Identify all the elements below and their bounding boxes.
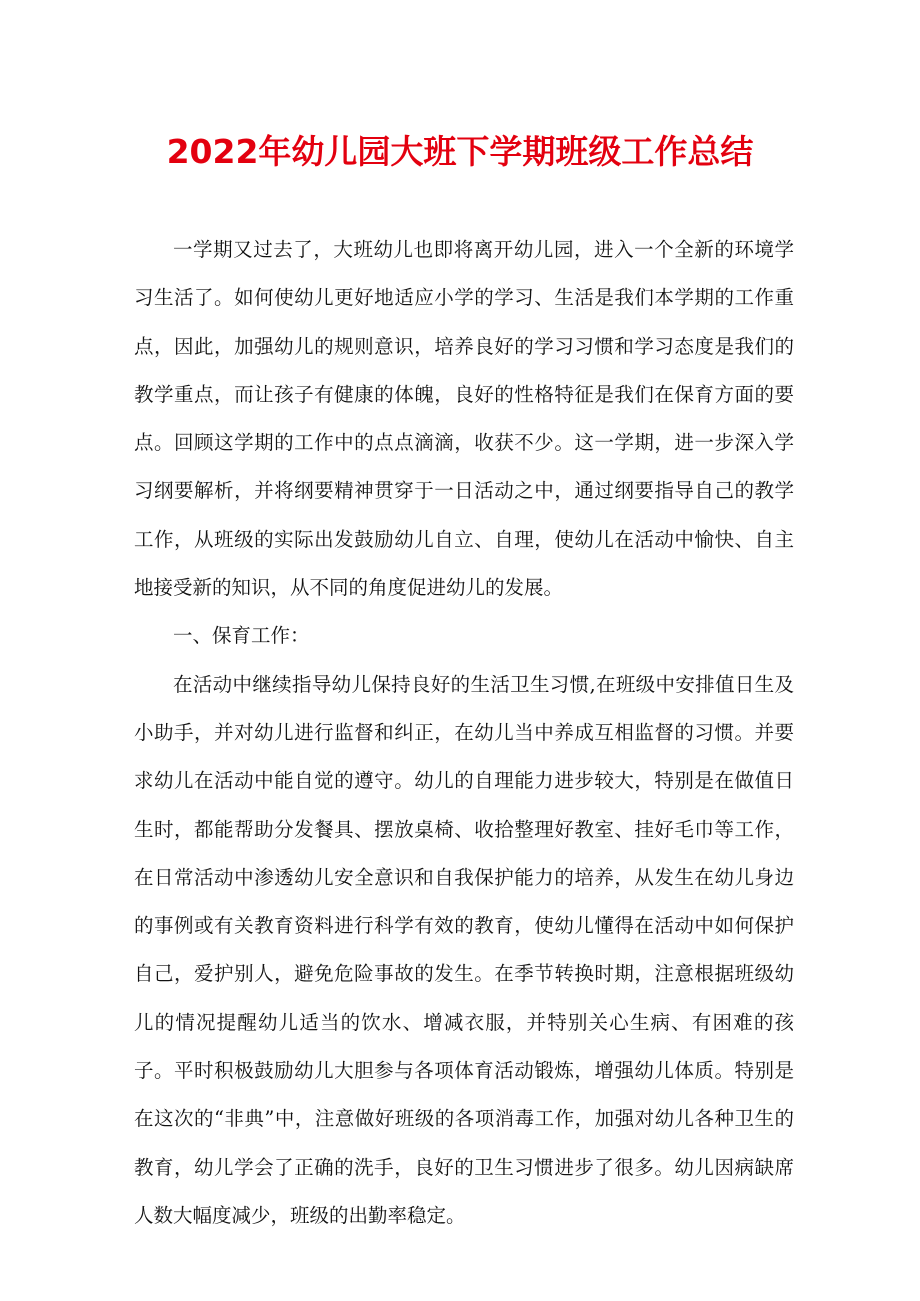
paragraph-intro: 一学期又过去了，大班幼儿也即将离开幼儿园，进入一个全新的环境学习生活了。如何使幼儿更好地适应小学的学习、生活是我们本学期的工作重点，因此，加强幼儿的规则意识，培养良好的学习习惯和学习态度是我们的教学重点，而让孩子有健康的体魄，良好的性格特征是我们在保育方面的要点。回顾这学期的工作中的点点滴滴，收获不少。这一学期，进一步深入学习纲要解析，并将纲要精神贯穿于一日活动之中，通过纲要指导自己的教学工作，从班级的实际出发鼓励幼儿自立、自理，使幼儿在活动中愉快、自主地接受新的知识，从不同的角度促进幼儿的发展。 [134,238,794,600]
document-body [134,226,794,1240]
document-title: 2022年幼儿园大班下学期班级工作总结 [166,132,754,171]
paragraph-care-work: 在活动中继续指导幼儿保持良好的生活卫生习惯,在班级中安排值日生及小助手，并对幼儿进行监督和纠正，在幼儿当中养成互相监督的习惯。并要求幼儿在活动中能自觉的遵守。幼儿的自理能力进步较大，特别是在做值日生时，都能帮助分发餐具、摆放桌椅、收拾整理好教室、挂好毛巾等工作，在日常活动中渗透幼儿安全意识和自我保护能力的培养，从发生在幼儿身边的事例或有关教育资料进行科学有效的教育，使幼儿懂得在活动中如何保护自己，爱护别人，避免危险事故的发生。在季节转换时期，注意根据班级幼儿的情况提醒幼儿适当的饮水、增减衣服，并特别关心生病、有困难的孩子。平时积极鼓励幼儿大胆参与各项体育活动锻炼，增强幼儿体质。特别是在这次的“非典”中，注意做好班级的各项消毒工作，加强对幼儿各种卫生的教育，幼儿学会了正确的洗手，良好的卫生习惯进步了很多。幼儿因病缺席人数大幅度减少，班级的出勤率稳定。 [134,672,794,1227]
section-heading-care-work: 一、保育工作： [173,624,310,648]
